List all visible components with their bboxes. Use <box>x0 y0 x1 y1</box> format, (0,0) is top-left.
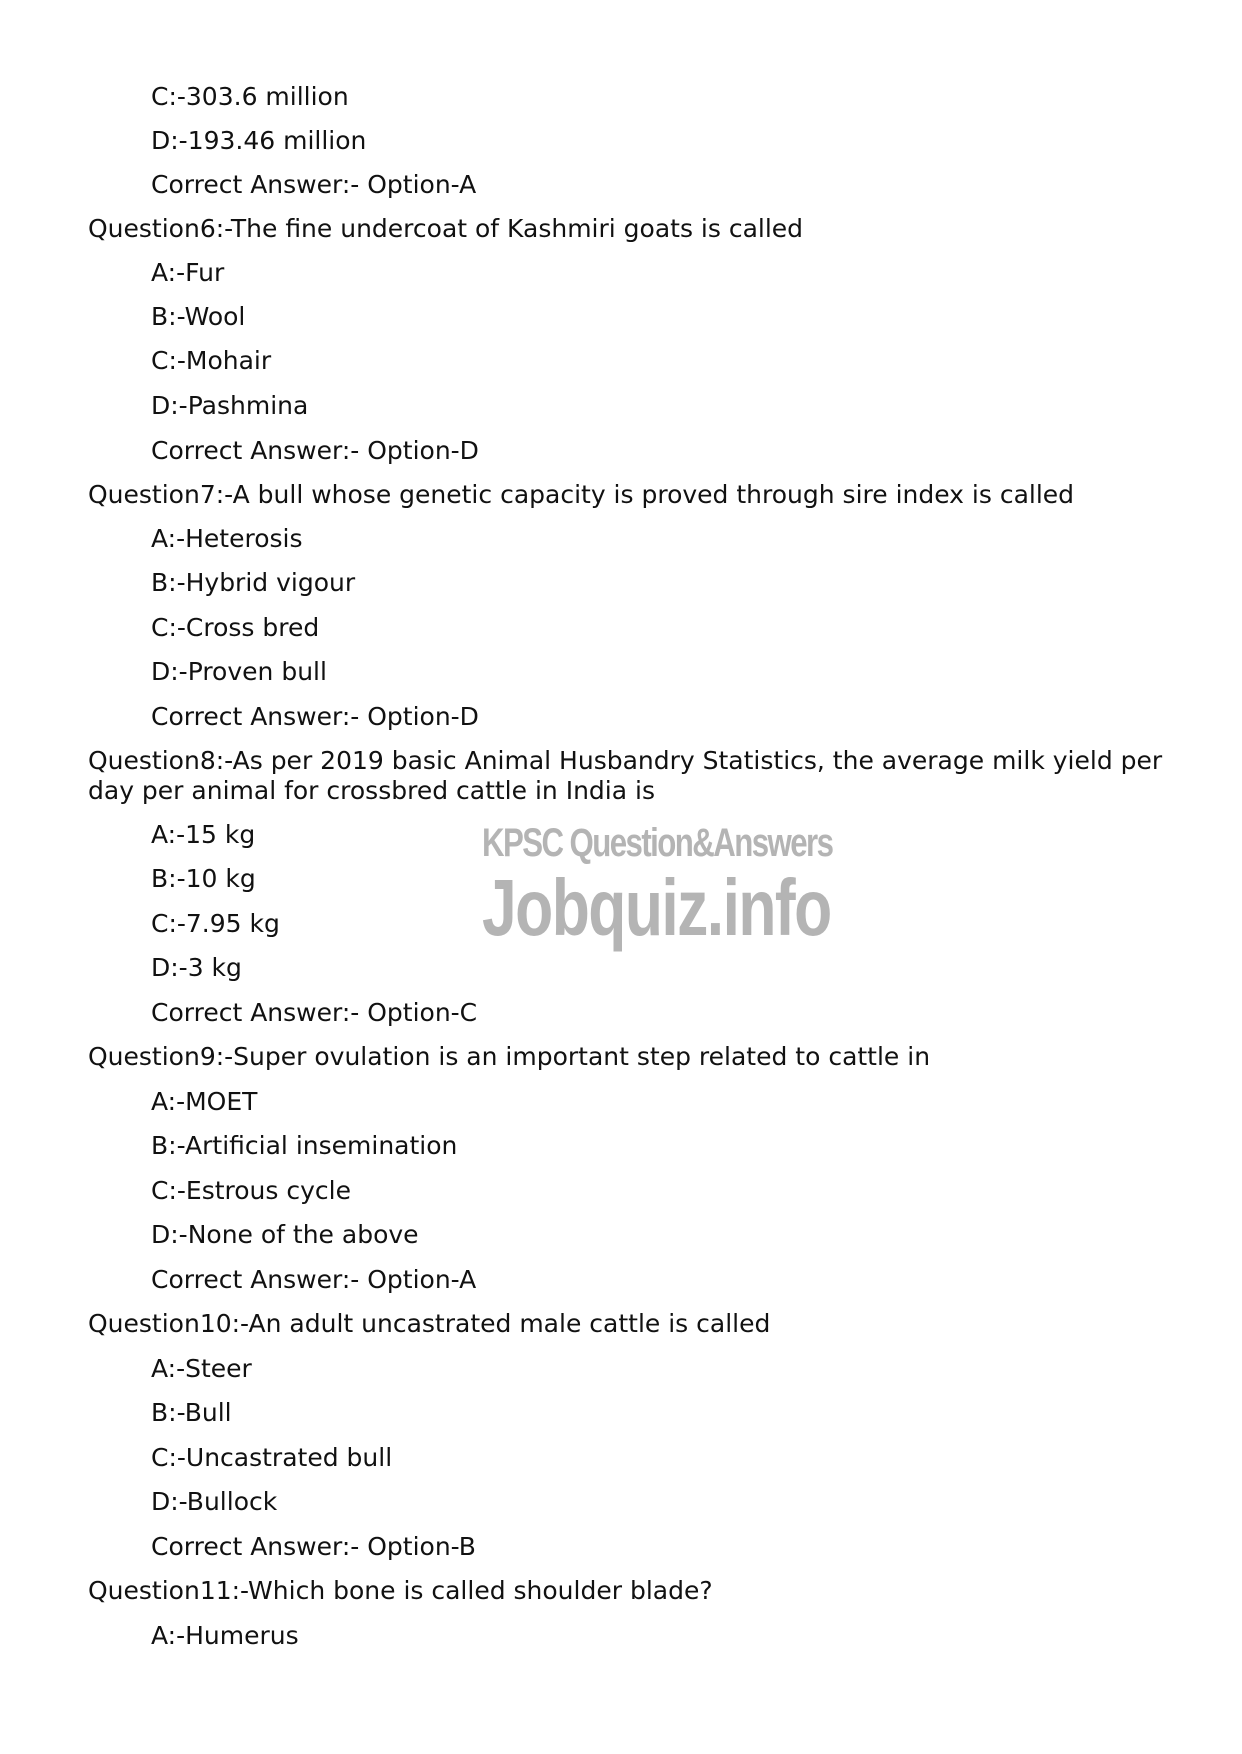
option-text: D:-Bullock <box>151 1487 278 1516</box>
option-text: B:-Hybrid vigour <box>151 568 356 597</box>
question-text: Question11:-Which bone is called shoulder blade? <box>88 1576 713 1605</box>
option-text: A:-Steer <box>151 1354 252 1383</box>
option-text: D:-Proven bull <box>151 657 327 686</box>
correct-answer: Correct Answer:- Option-D <box>151 436 479 465</box>
watermark <box>482 820 833 952</box>
option-text: A:-MOET <box>151 1087 258 1116</box>
option-text: A:-Heterosis <box>151 524 303 553</box>
option-text: C:-Cross bred <box>151 613 320 642</box>
option-text: C:-Mohair <box>151 346 272 375</box>
option-text: D:-3 kg <box>151 953 242 982</box>
correct-answer: Correct Answer:- Option-B <box>151 1532 476 1561</box>
option-text: B:-Artificial insemination <box>151 1131 458 1160</box>
option-text: C:-Uncastrated bull <box>151 1443 393 1472</box>
correct-answer: Correct Answer:- Option-D <box>151 702 479 731</box>
correct-answer: Correct Answer:- Option-A <box>151 1265 477 1294</box>
question-text: Question9:-Super ovulation is an important step related to cattle in <box>88 1042 931 1071</box>
option-text: A:-Fur <box>151 258 225 287</box>
watermark-line-2: Jobquiz.info <box>482 863 831 952</box>
option-text: D:-193.46 million <box>151 126 367 155</box>
option-text: B:-10 kg <box>151 864 256 893</box>
option-text: B:-Bull <box>151 1398 232 1427</box>
option-text: D:-Pashmina <box>151 391 309 420</box>
option-text: B:-Wool <box>151 302 246 331</box>
option-text: D:-None of the above <box>151 1220 419 1249</box>
option-text: C:-303.6 million <box>151 82 349 111</box>
correct-answer: Correct Answer:- Option-C <box>151 998 478 1027</box>
question-text: Question10:-An adult uncastrated male cattle is called <box>88 1309 771 1338</box>
option-text: A:-Humerus <box>151 1621 299 1650</box>
question-text: Question7:-A bull whose genetic capacity is proved through sire index is called <box>88 480 1075 509</box>
correct-answer: Correct Answer:- Option-A <box>151 170 477 199</box>
question-text: Question6:-The fine undercoat of Kashmiri goats is called <box>88 214 804 243</box>
option-text: C:-Estrous cycle <box>151 1176 351 1205</box>
option-text: A:-15 kg <box>151 820 256 849</box>
option-text: C:-7.95 kg <box>151 909 280 938</box>
watermark-line-1: KPSC Question&Answers <box>482 821 833 865</box>
question-text: Question8:-As per 2019 basic Animal Husbandry Statistics, the average milk yield per day per animal for crossbred cattle in India is <box>88 746 1163 805</box>
